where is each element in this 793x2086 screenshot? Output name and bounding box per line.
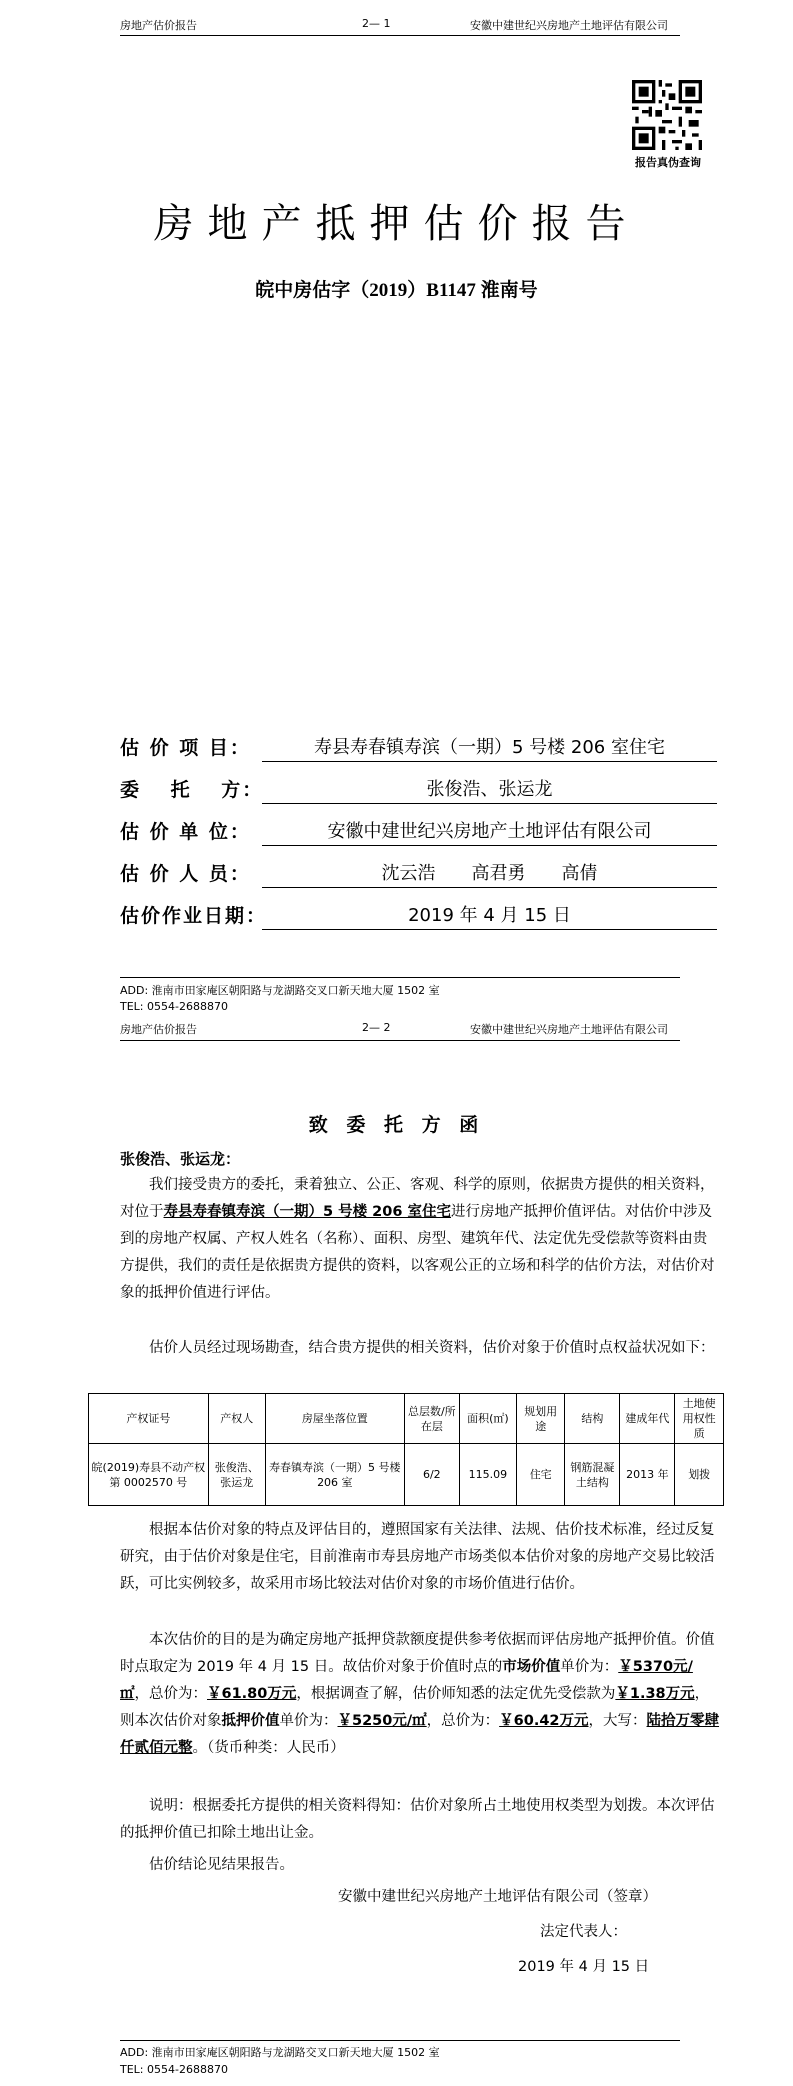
report-title: 房地产抵押估价报告 (153, 201, 640, 246)
table-header-cell: 总层数/所在层 (404, 1394, 459, 1444)
table-cell: 2013 年 (620, 1444, 675, 1506)
market-total-price: ￥61.80万元 (207, 1686, 297, 1702)
letter-paragraph-5: 说明：根据委托方提供的相关资料得知：估价对象所占土地使用权类型为划拨。本次评估的抵押价值已扣除土地出让金。 (120, 1798, 715, 1841)
table-header-cell: 规划用途 (516, 1394, 565, 1444)
para4-text: ，根据调查了解，估价师知悉的法定优先受偿款为 (296, 1686, 616, 1702)
para4-text: ，则本次估价对象 (120, 1686, 710, 1729)
table-header-cell: 土地使用权性质 (675, 1394, 724, 1444)
table-header-cell: 产权人 (208, 1394, 265, 1444)
mortgage-value-in-words: 陆拾万零肆仟贰佰元整 (120, 1713, 720, 1756)
value-appraisal-company: 安徽中建世纪兴房地产土地评估有限公司 (262, 817, 717, 846)
table-row (89, 1444, 724, 1506)
letter-paragraph-2: 估价人员经过现场勘查，结合贵方提供的相关资料，估价对象于价值时点权益状况如下： (149, 1340, 715, 1356)
table-cell: 6/2 (404, 1444, 459, 1506)
page2-footer-tel: TEL: 0554-2688870 (120, 2063, 228, 2076)
signature-company: 安徽中建世纪兴房地产土地评估有限公司（签章） (338, 1889, 657, 1905)
para4-text: ，大写： (588, 1713, 647, 1729)
table-cell: 寿春镇寿滨（一期）5 号楼 206 室 (265, 1444, 404, 1506)
page1-footer-rule (120, 977, 680, 978)
page2-footer-rule (120, 2040, 680, 2041)
table-cell: 皖(2019)寿县不动产权第 0002570 号 (89, 1444, 209, 1506)
report-number: 皖中房估字（2019）B1147 淮南号 (255, 280, 538, 301)
value-appraisal-date: 2019 年 4 月 15 日 (262, 901, 717, 930)
letter-paragraph-6: 估价结论见结果报告。 (149, 1857, 294, 1873)
value-appraisers: 沈云浩 高君勇 高倩 (262, 859, 717, 888)
label-appraisers: 估 价 人 员： (120, 863, 251, 885)
letter-heading: 致 委 托 方 函 (308, 1114, 485, 1136)
page2-header-rule (120, 1040, 680, 1041)
table-header-row (89, 1394, 724, 1444)
page2-header-company: 安徽中建世纪兴房地产土地评估有限公司 (470, 1023, 668, 1036)
table-cell: 划拨 (675, 1444, 724, 1506)
letter-paragraph-4 (120, 1627, 720, 1762)
mortgage-value-label: 抵押价值 (221, 1713, 280, 1729)
priority-payment: ￥1.38万元 (615, 1686, 695, 1702)
para1-text-a: 我们接受贵方的委托，秉着独立、公正、客观、科学的原则，依据贵方提供的相关资料，对位于 (120, 1177, 715, 1220)
letter-addressee: 张俊浩、张运龙： (120, 1150, 241, 1168)
label-client: 委 托 方： (120, 779, 264, 801)
table-header-cell: 房屋坐落位置 (265, 1394, 404, 1444)
page1-header-left: 房地产估价报告 (120, 19, 197, 32)
letter-paragraph-3: 根据本估价对象的特点及评估目的，遵照国家有关法律、法规、估价技术标准，经过反复研究，由于估价对象是住宅，目前淮南市寿县房地产市场类似本估价对象的房地产交易比较活跃，可比实例较多，故采用市场比较法对估价对象的市场价值进行估价。 (120, 1522, 715, 1592)
qr-code-icon (632, 80, 702, 150)
value-appraisal-project: 寿县寿春镇寿滨（一期）5 号楼 206 室住宅 (262, 733, 717, 762)
mortgage-total-price: ￥60.42万元 (499, 1713, 589, 1729)
property-table (88, 1393, 724, 1506)
market-value-label: 市场价值 (502, 1659, 561, 1675)
table-header-cell: 面积(㎡) (459, 1394, 516, 1444)
para4-text: 本次估价的目的是为确定房地产抵押贷款额度提供参考依据而评估房地产抵押价值。价值时点取定为 2019 年 4 月 15 日。故估价对象于价值时点的 (120, 1632, 715, 1675)
page2-header-page: 2— 2 (362, 1021, 391, 1034)
label-appraisal-project: 估 价 项 目： (120, 737, 251, 759)
table-cell: 住宅 (516, 1444, 565, 1506)
table-cell: 115.09 (459, 1444, 516, 1506)
para4-text: 。（货币种类：人民币） (192, 1740, 345, 1756)
para4-text: 单价为： (279, 1713, 338, 1729)
market-unit-price: ￥5370元/㎡ (120, 1659, 693, 1702)
letter-paragraph-1 (120, 1172, 720, 1307)
para4-text: ，总价为： (134, 1686, 207, 1702)
para4-text: 单价为： (560, 1659, 619, 1675)
legal-representative: 法定代表人： (540, 1924, 627, 1940)
table-header-cell: 结构 (565, 1394, 620, 1444)
qr-verify-label: 报告真伪查询 (635, 156, 701, 169)
para1-text-c: 进行房地产抵押价值评估。对估价中涉及到的房地产权属、产权人姓名（名称）、面积、房型、建筑年代、法定优先受偿款等资料由贵方提供，我们的责任是依据贵方提供的资料，以客观公正的立场和科学的估价方法，对估价对象的抵押价值进行评估。 (120, 1204, 715, 1301)
page1-footer-tel: TEL: 0554-2688870 (120, 1000, 228, 1013)
page1-header-page: 2— 1 (362, 17, 391, 30)
para1-property-address: 寿县寿春镇寿滨（一期）5 号楼 206 室住宅 (163, 1204, 451, 1220)
table-header-cell: 产权证号 (89, 1394, 209, 1444)
page2-header-left: 房地产估价报告 (120, 1023, 197, 1036)
page1-footer-address: ADD: 淮南市田家庵区朝阳路与龙湖路交叉口新天地大厦 1502 室 (120, 984, 440, 997)
page1-header-company: 安徽中建世纪兴房地产土地评估有限公司 (470, 19, 668, 32)
label-appraisal-company: 估 价 单 位： (120, 821, 251, 843)
table-header-cell: 建成年代 (620, 1394, 675, 1444)
page2-footer-address: ADD: 淮南市田家庵区朝阳路与龙湖路交叉口新天地大厦 1502 室 (120, 2046, 440, 2059)
page1-header-rule (120, 35, 680, 36)
value-client: 张俊浩、张运龙 (262, 775, 717, 804)
signature-date: 2019 年 4 月 15 日 (518, 1959, 650, 1975)
para4-text: ，总价为： (426, 1713, 500, 1729)
label-appraisal-date: 估价作业日期： (120, 905, 268, 927)
mortgage-unit-price: ￥5250元/㎡ (337, 1713, 427, 1729)
table-cell: 张俊浩、张运龙 (208, 1444, 265, 1506)
table-cell: 钢筋混凝土结构 (565, 1444, 620, 1506)
